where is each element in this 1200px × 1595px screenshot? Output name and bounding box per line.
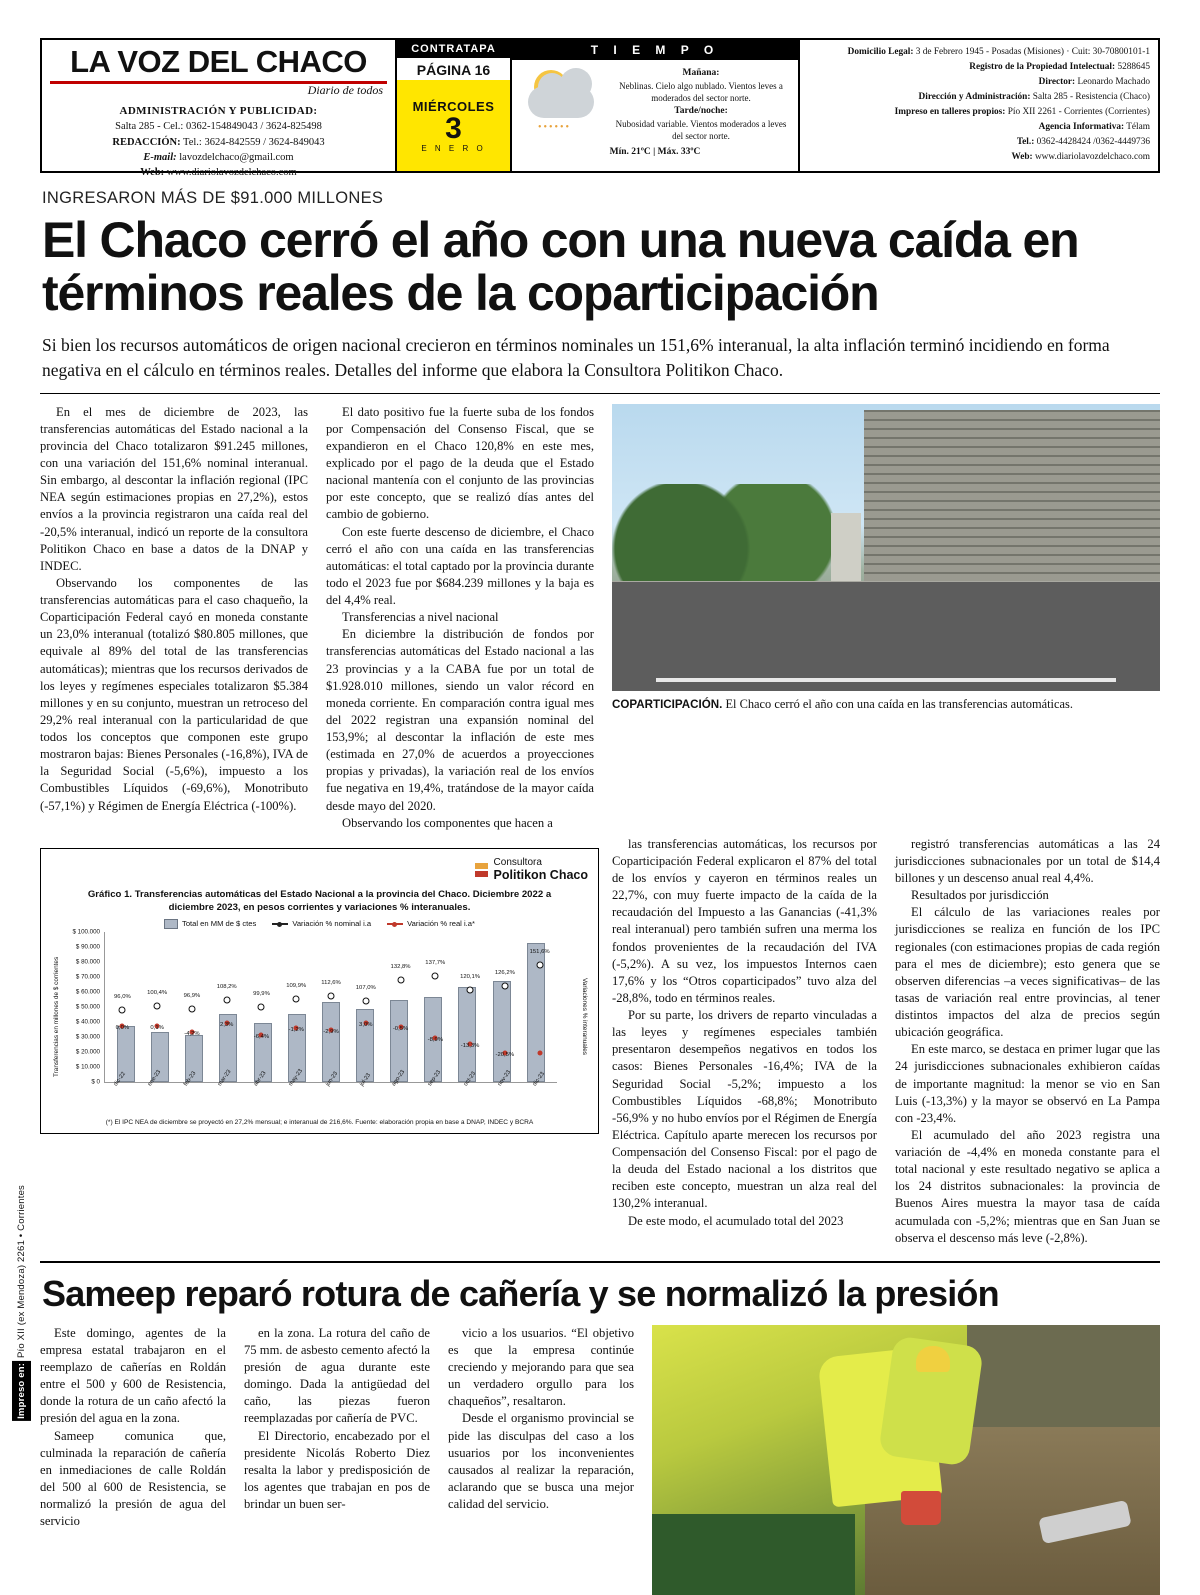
chart-xtick: dic-23 — [532, 1070, 547, 1088]
chart-label-real: -2,9% — [323, 1029, 339, 1036]
email-label: E-mail: — [143, 151, 177, 163]
weather-evening-text: Nubosidad variable. Vientos moderados a leves del sector norte. — [615, 118, 787, 142]
chart-ytick: $ 20.000 — [75, 1048, 100, 1056]
legend-item-bars: Total en MM de $ ctes — [164, 919, 256, 929]
story2-title: Sameep reparó rotura de cañería y se normalizó la presión — [42, 1272, 999, 1314]
chart-ytick: $ 50.000 — [75, 1003, 100, 1011]
chart-series-points — [105, 932, 557, 1082]
chart-label-real: -0,5% — [392, 1026, 409, 1033]
legal-row: Impreso en talleres propios: Pío XII 2261 - Corrientes (Corrientes) — [894, 107, 1150, 118]
chart-label-nominal: 99,9% — [253, 990, 270, 997]
admin-block — [50, 104, 387, 181]
chart-label-nominal: 96,0% — [114, 993, 131, 1000]
sun-cloud-rain-icon: •••••• — [518, 64, 610, 136]
masthead — [40, 38, 1160, 179]
legend-item-real: Variación % real i.a* — [387, 919, 475, 928]
admin-line-2 — [50, 135, 387, 150]
chart-ytick: $ 30.000 — [75, 1033, 100, 1041]
legal-info — [800, 40, 1158, 171]
publication-tagline: Diario de todos — [307, 82, 383, 97]
paragraph: El acumulado del año 2023 registra una variación de -4,4% en moneda constante para el total nacional y este resultado negativo se aplica a los 24 distritos subnacionales: la provincia de Buenos Aires muestra la mayor tasa de caída acumulada con -5,2%; mientras que en San Juan se observa el descenso más leve (-2,8%). — [895, 1127, 1160, 1245]
chart-point-nominal — [293, 995, 300, 1002]
page-number-label: PÁGINA 16 — [416, 62, 491, 78]
admin-line-1: Salta 285 - Cel.: 0362-154849043 / 3624-825498 — [115, 121, 322, 133]
chart-ytick: $ 10.000 — [75, 1063, 100, 1071]
chart-label-real: -8,9% — [427, 1036, 443, 1043]
chart-xtick: dic-22 — [112, 1070, 127, 1088]
weather-temperatures: Mín. 21ºC | Máx. 33ºC — [609, 147, 701, 158]
story2-columns — [40, 1325, 1160, 1595]
legal-row: Tel.: 0362-4428424 /0362-4449736 — [1016, 137, 1150, 148]
legal-row: Agencia Informativa: Télam — [1038, 122, 1150, 133]
legal-row: Registro de la Propiedad Intelectual: 5288645 — [969, 62, 1150, 73]
print-info-strip — [16, 1185, 27, 1421]
legend-item-nominal: Variación % nominal i.a — [272, 919, 371, 928]
chart-ytick: $ 40.000 — [75, 1018, 100, 1026]
paragraph: El cálculo de las variaciones reales por jurisdicciones se realiza en función de los IPC regionales (con estimaciones propias de cada región para el mes de diciembre); esto genera que se observen diferencias –a veces significativas– de las tasas de variación real entre provincias, al tener distintos impactos del alza de precios según ubicación geográfica. — [895, 905, 1160, 1040]
weather-block — [512, 40, 800, 171]
paragraph: En diciembre la distribución de fondos por transferencias automáticas del Estado nacional a las 23 provincias y a la CABA fue por un total de $1.928.010 millones, siendo un valor récord en moneda corriente. En comparación contra igual mes del 2022 registran una expansión nominal del 153,9%; al descontar la inflación de este mes (estimada en 27,0% de acuerdos a proyecciones propias y privadas), la variación real de los envíos fue negativa en 19,4%, tratándose de la mayor caída desde mayo del 2020. — [326, 627, 594, 813]
divider — [40, 393, 1160, 394]
paragraph: en la zona. La rotura del caño de 75 mm. de asbesto cemento afectó la presión de agua durante este domingo. Dada la antigüedad del caño, las piezas fueron reemplazadas por cañería de PVC. — [244, 1325, 430, 1426]
chart-label-nominal: 132,8% — [390, 964, 411, 971]
print-info-text: Pío XII (ex Mendoza) 2261 • Corrientes — [16, 1185, 27, 1361]
paragraph: las transferencias automáticas, los recursos por Coparticipación Federal explicaron el 87% del total de los envíos y cayeron en términos reales un 22,7%, con muy fuerte impacto de la caída de la recaudación del Impuesto a las Ganancias (-41,3% real interanual) pero también sufren una merma los fondos provenientes de la recaudación del IVA (-5,2%). A su vez, los impuestos Internos caen 17,6% y los “Otros coparticipados” tuvo alza del -28,8%, todo en términos reales. — [612, 836, 877, 1005]
chart-label-nominal: 109,9% — [286, 982, 307, 989]
chart-label-nominal: 120,1% — [460, 974, 481, 981]
chart-footnote: (*) El IPC NEA de diciembre se proyectó en 27,2% mensual; e interanual de 216,6%. Fuente: elaboración propia en base a DNAP, INDEC y BCRA — [105, 1118, 534, 1126]
chart-label-real: 0,1% — [150, 1025, 164, 1032]
publication-logo: LA VOZ DEL CHACO — [70, 44, 367, 79]
legal-row: Web: www.diariolavozdelchaco.com — [1011, 152, 1150, 163]
web-line — [50, 165, 387, 180]
chart-label-real: -4,2% — [184, 1030, 200, 1037]
chart-point-nominal — [188, 1006, 195, 1013]
chart-label-real: -20,5% — [495, 1051, 515, 1058]
contratapa-block — [397, 40, 512, 171]
chart-point-nominal — [362, 997, 369, 1004]
story2-column-1 — [40, 1325, 226, 1595]
brand-text — [494, 857, 588, 883]
chart-xtick: ago-23 — [391, 1068, 407, 1088]
chart-label-nominal: 126,2% — [494, 969, 515, 976]
paragraph: Resultados por jurisdicción — [911, 888, 1049, 903]
story1-photo-block — [612, 404, 1160, 832]
chart-ytick: $ 70.000 — [75, 973, 100, 981]
print-info-label: Impreso en: — [12, 1361, 31, 1421]
story2-column-3 — [448, 1325, 634, 1595]
chart-label-nominal: 151,6% — [529, 949, 550, 956]
chart-legend — [51, 919, 588, 929]
chart-xtick: nov-23 — [496, 1069, 512, 1088]
chart-title: Gráfico 1. Transferencias automáticas del Estado Nacional a la provincia del Chaco. Diciembre 2022 a diciembre 2023, en pesos corrientes y variaciones % interanuales. — [87, 888, 552, 913]
chart-label-nominal: 107,0% — [355, 984, 376, 991]
chart-label-real: -6,4% — [253, 1033, 270, 1040]
chart-xtick: jun-23 — [324, 1070, 340, 1088]
chart-label-nominal: 108,2% — [216, 984, 237, 990]
weather-text — [610, 64, 792, 142]
chart-label-nominal: 100,4% — [147, 990, 168, 997]
story2-column-2 — [244, 1325, 430, 1595]
web-label: Web: — [140, 167, 165, 179]
paragraph: Desde el organismo provincial se pide las disculpas del caso a los usuarios por los inconvenientes causados al realizar la reparación, aclarando que se busca una mejor calidad del servicio. — [448, 1411, 634, 1512]
chart-label-real: -13,3% — [460, 1042, 480, 1049]
date-day: 3 — [445, 111, 462, 145]
paragraph: Transferencias a nivel nacional — [342, 610, 499, 625]
date-weekday: MIÉRCOLES — [412, 98, 495, 114]
story-subtitle: Si bien los recursos automáticos de origen nacional crecieron en términos nominales un 151,6% interanual, la alta inflación terminó incidiendo en forma negativa en el cálculo en términos reales. Detalles del informe que elabora la Consultora Politikon Chaco. — [42, 335, 1110, 380]
contratapa-label: CONTRATAPA — [397, 40, 510, 58]
chart-brand — [51, 857, 588, 883]
chart-xtick: sep-23 — [426, 1069, 443, 1088]
chart-label-real: 2,3% — [219, 1022, 234, 1029]
chart-point-nominal — [467, 987, 474, 994]
paragraph: El Directorio, encabezado por el presidente Nicolás Roberto Diez resalta la labor y predisposición de los agentes que trabajan en pos de brindar un buen ser- — [244, 1428, 430, 1512]
chart-plot — [62, 928, 579, 1102]
chart-label-nominal: 96,9% — [183, 993, 201, 1000]
section-divider — [40, 1261, 1160, 1263]
paragraph: Observando los componentes de las transferencias automáticas para el caso chaqueño, la Coparticipación Federal cayó en moneda constante un 23,0% interanual (totalizó $80.805 millones, que equivale al 89% del total de las transferencias automáticas); mientras que los recursos derivados de los leyes y regímenes especiales totalizaron $5.384 millones y en su conjunto, muestran un retroceso del 29,2% real interanual con la particularidad de que todos los conceptos que componen este grupo mostraron bajas: Bienes Personales (-16,8%), IVA de la Seguridad Social (-5,6%), impuesto a los Combustibles Líquidos (-69,6%), Monotributo (-57,1%) y Régimen de Energía Eléctrica (-100%). — [40, 575, 308, 813]
chart-politikon — [40, 848, 599, 1134]
redaccion-value: Tel.: 3624-842559 / 3624-849043 — [180, 136, 325, 148]
paragraph: En este marco, se destaca en primer lugar que las 24 jurisdicciones subnacionales exhibieron caídas de importante magnitud: la menor se vio en San Luis (-13,3%) y la mayor se observó en La Pampa con -23,4%. — [895, 1042, 1160, 1125]
photo-caption-lead: COPARTICIPACIÓN. — [612, 697, 723, 711]
photo-caption-text: El Chaco cerró el año con una caída en las transferencias automáticas. — [722, 696, 1073, 711]
chart-point-nominal — [154, 1003, 161, 1010]
chart-ytick: $ 60.000 — [75, 988, 100, 996]
paragraph: Sameep comunica que, culminada la reparación de cañería en inmediaciones de calle Roldán del 500 al 600 de Resistencia, se normalizó la presión de agua del servicio — [40, 1428, 226, 1529]
story1-column-4 — [895, 836, 1160, 1247]
email-line — [50, 150, 387, 165]
paragraph: registró transferencias automáticas a las 24 jurisdicciones subnacionales por un total de $14,4 billones y un descenso anual real 4,4%. — [895, 836, 1160, 886]
page-title: El Chaco cerró el año con una nueva caída en términos reales de la coparticipación — [42, 212, 1079, 321]
legal-row: Dirección y Administración: Salta 285 - Resistencia (Chaco) — [918, 92, 1150, 103]
chart-point-nominal — [328, 993, 335, 1000]
chart-point-nominal — [397, 977, 404, 984]
email-value[interactable]: lavozdelchaco@gmail.com — [176, 151, 294, 163]
chart-point-nominal — [119, 1006, 126, 1013]
admin-title: ADMINISTRACIÓN Y PUBLICIDAD: — [119, 104, 318, 117]
paragraph: Con este fuerte descenso de diciembre, el Chaco cerró el año con una caída en las transferencias automáticas: el total captado por la provincia durante todo el 2023 fue por $684.239 millones y la baja es del 4,4% real. — [326, 524, 594, 608]
chart-label-real: 0,0% — [115, 1025, 130, 1032]
photo-sameep-repair — [652, 1325, 1160, 1595]
paragraph: vicio a los usuarios. “El objetivo es que la empresa continúe creciendo y mejorando para que sea un verdadero orgullo para los chaqueños”, resaltaron. — [448, 1325, 634, 1409]
chart-y2label: Variaciones % interanuales — [581, 978, 588, 1056]
chart-ytick: $ 0 — [91, 1078, 100, 1086]
chart-ytick: $ 90.000 — [75, 943, 100, 951]
story-kicker: INGRESARON MÁS DE $91.000 MILLONES — [42, 189, 384, 207]
story1-column-3 — [612, 836, 877, 1247]
chart-xtick: may-23 — [287, 1067, 304, 1088]
date-block — [397, 80, 510, 171]
photo-coparticipacion — [612, 404, 1160, 691]
chart-point-nominal — [258, 1003, 265, 1010]
story1-bottom-columns — [40, 836, 1160, 1247]
chart-point-nominal — [501, 982, 508, 989]
chart-ylabel: Transferencias en millones de $ corrientes — [53, 956, 60, 1077]
date-month: E N E R O — [421, 143, 486, 153]
brand-line-1: Consultora — [493, 856, 542, 868]
chart-label-nominal: 137,7% — [425, 960, 446, 967]
chart-label-real: -1,2% — [288, 1026, 304, 1033]
chart-point-nominal — [223, 997, 230, 1004]
weather-morning-label: Mañana: — [682, 68, 720, 78]
chart-xtick: ene-23 — [146, 1068, 162, 1088]
brand-line-2: Politikon Chaco — [493, 868, 588, 883]
weather-evening-label: Tarde/noche: — [674, 106, 728, 117]
chart-xaxis — [104, 1067, 557, 1090]
chart-xtick: feb-23 — [182, 1070, 197, 1088]
weather-title: T I E M P O — [512, 40, 798, 60]
web-value[interactable]: www.diariolavozdelchaco.com — [164, 167, 297, 179]
chart-label-nominal: 112,6% — [321, 980, 341, 987]
story1-top-columns — [40, 404, 1160, 832]
weather-morning-text: Neblinas. Cielo algo nublado. Vientos leves a moderados del sector norte. — [619, 80, 783, 103]
story1-column-2 — [326, 404, 594, 832]
chart-area — [40, 836, 594, 1247]
paragraph: Este domingo, agentes de la empresa estatal trabajaron en el reemplazo de cañerías en Roldán entre el 500 y 600 de Resistencia, donde la rotura de un caño afectó la presión del agua en la zona. — [40, 1325, 226, 1426]
paragraph: En el mes de diciembre de 2023, las transferencias automáticas del Estado nacional a la provincia del Chaco totalizaron $91.245 millones, con una variación del 151,6% nominal interanual. Sin embargo, al descontar la inflación regional (IPC NEA según estimaciones propias en 27,2%), estos envíos a la provincia registraron una caída real del -20,5% interanual, indicó un reporte de la consultora Politikon Chaco en base a datos de la DNAP y INDEC. — [40, 404, 308, 573]
paragraph: Observando los componentes que hacen a — [342, 815, 553, 830]
chart-point-nominal — [536, 962, 543, 969]
paragraph: De este modo, el acumulado total del 2023 — [628, 1213, 844, 1228]
chart-grid — [104, 932, 557, 1083]
brand-icon — [475, 863, 488, 877]
chart-xtick: abr-23 — [253, 1069, 268, 1088]
chart-xtick: oct-23 — [462, 1070, 477, 1088]
legal-row: Director: Leonardo Machado — [1038, 77, 1150, 88]
masthead-identity — [42, 40, 397, 179]
chart-ytick: $ 100.000 — [72, 928, 100, 936]
chart-ytick: $ 80.000 — [75, 958, 100, 966]
redaccion-label: REDACCIÓN: — [112, 136, 181, 148]
chart-point-real — [537, 1050, 542, 1055]
paragraph: Por su parte, los drivers de reparto vinculadas a las leyes y regímenes especiales también presentaron desempeños negativos en todos los casos: Bienes Personales -16,4%; IVA de la Seguridad Social -5,2%; impuesto a los Combustibles Líquidos -68,8%; Monotributo -56,9% y no hubo envíos por el Régimen de Energía Eléctrica. Capítulo aparte merecen los recursos por Compensación del Consenso Fiscal: por el pago de la deuda del Estado nacional a los distritos que reciben este concepto, muestran un alza real del 130,2% interanual. — [612, 1008, 877, 1211]
story1-column-1 — [40, 404, 308, 832]
legal-row: Domicilio Legal: 3 de Febrero 1945 - Posadas (Misiones) · Cuit: 30-70800101-1 — [847, 47, 1150, 57]
photo-caption — [612, 696, 1160, 712]
chart-xtick: mar-23 — [216, 1068, 233, 1088]
paragraph: El dato positivo fue la fuerte suba de los fondos por Compensación del Consenso Fiscal, que se expandieron en el Chaco 120,8% en este mes, explicado por el pago de la deuda que el Estado nacional mantenía con el conjunto de las provincias por este concepto, que se realizó días antes del cambio de gobierno. — [326, 404, 594, 522]
chart-yaxis — [62, 928, 102, 1086]
chart-point-nominal — [432, 973, 439, 980]
chart-xtick: jul-23 — [358, 1071, 373, 1088]
chart-label-real: 3,0% — [359, 1021, 373, 1028]
